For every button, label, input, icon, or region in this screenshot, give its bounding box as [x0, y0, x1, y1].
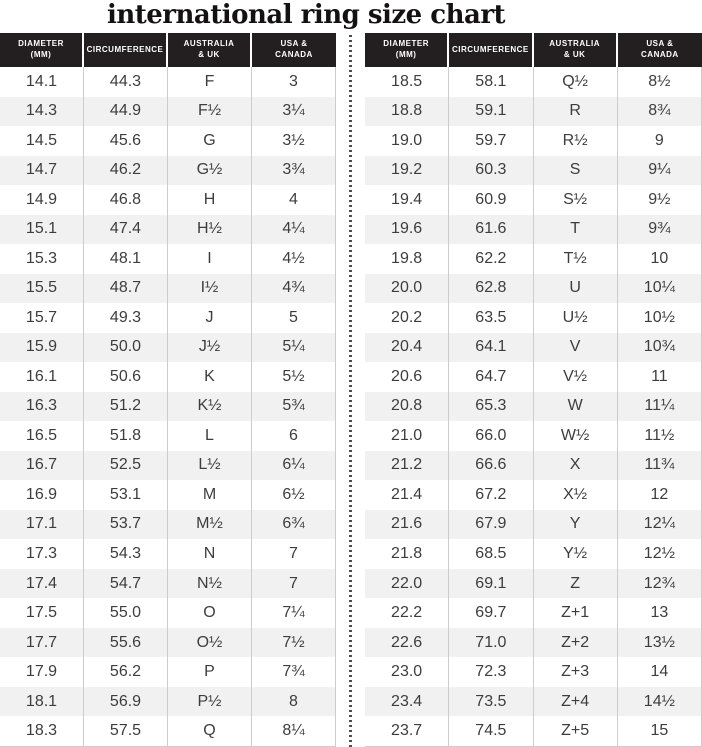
table-cell: 45.6 [84, 126, 168, 156]
table-cell: 14.3 [0, 97, 84, 127]
table-cell: U½ [534, 303, 618, 333]
table-cell: 56.9 [84, 687, 168, 717]
table-row [365, 569, 702, 599]
table-cell: 68.5 [449, 539, 533, 569]
table-cell: 11¼ [618, 392, 702, 422]
table-cell: 48.7 [84, 274, 168, 304]
table-cell: P [168, 657, 252, 687]
table-cell: H½ [168, 215, 252, 245]
table-cell: 15.7 [0, 303, 84, 333]
table-cell: 10¾ [618, 333, 702, 363]
table-cell: 44.9 [84, 97, 168, 127]
table-cell: 74.5 [449, 716, 533, 746]
table-row [365, 628, 702, 658]
table-row [0, 657, 336, 687]
table-row [0, 215, 336, 245]
table-cell: 15.1 [0, 215, 84, 245]
table-cell: 16.3 [0, 392, 84, 422]
table-cell: S [534, 156, 618, 186]
table-cell: 3 [252, 67, 336, 97]
column-header-circumference: CIRCUMFERENCE [84, 33, 168, 67]
table-cell: 67.2 [449, 480, 533, 510]
table-cell: 51.8 [84, 421, 168, 451]
table-cell: 9¼ [618, 156, 702, 186]
table-row [0, 97, 336, 127]
table-row [365, 126, 702, 156]
column-header-usa-canada: USA & CANADA [618, 33, 702, 67]
table-cell: 49.3 [84, 303, 168, 333]
table-cell: M½ [168, 510, 252, 540]
table-cell: 62.8 [449, 274, 533, 304]
table-cell: 6½ [252, 480, 336, 510]
table-row [365, 716, 702, 746]
table-cell: J½ [168, 333, 252, 363]
table-cell: 20.4 [365, 333, 449, 363]
table-cell: 9½ [618, 185, 702, 215]
table-row [365, 274, 702, 304]
table-cell: 54.3 [84, 539, 168, 569]
table-cell: 15.9 [0, 333, 84, 363]
table-row [0, 451, 336, 481]
table-row [0, 67, 336, 97]
table-cell: 7 [252, 569, 336, 599]
table-row [365, 451, 702, 481]
table-cell: 7¾ [252, 657, 336, 687]
table-cell: 7¼ [252, 598, 336, 628]
table-row [365, 598, 702, 628]
table-cell: 44.3 [84, 67, 168, 97]
table-cell: 19.6 [365, 215, 449, 245]
table-cell: K½ [168, 392, 252, 422]
table-cell: 55.0 [84, 598, 168, 628]
table-cell: 21.0 [365, 421, 449, 451]
table-row [0, 244, 336, 274]
table-cell: 14.9 [0, 185, 84, 215]
table-cell: Z+2 [534, 628, 618, 658]
table-cell: 17.5 [0, 598, 84, 628]
table-cell: 61.6 [449, 215, 533, 245]
table-cell: 17.4 [0, 569, 84, 599]
dotted-divider-line [349, 35, 352, 747]
table-cell: 19.0 [365, 126, 449, 156]
table-cell: 4 [252, 185, 336, 215]
table-cell: F½ [168, 97, 252, 127]
table-cell: 19.4 [365, 185, 449, 215]
table-row [0, 687, 336, 717]
table-cell: U [534, 274, 618, 304]
table-row [365, 303, 702, 333]
column-header-circumference: CIRCUMFERENCE [449, 33, 533, 67]
table-cell: 23.0 [365, 657, 449, 687]
table-cell: 12 [618, 480, 702, 510]
table-cell: N [168, 539, 252, 569]
table-cell: H [168, 185, 252, 215]
table-cell: 8¼ [252, 716, 336, 746]
table-row [365, 244, 702, 274]
table-cell: F [168, 67, 252, 97]
table-cell: 14.7 [0, 156, 84, 186]
table-cell: 6 [252, 421, 336, 451]
table-cell: 56.2 [84, 657, 168, 687]
table-cell: 14 [618, 657, 702, 687]
table-cell: 46.8 [84, 185, 168, 215]
table-body [365, 67, 702, 747]
table-cell: K [168, 362, 252, 392]
table-cell: 59.1 [449, 97, 533, 127]
table-cell: Y½ [534, 539, 618, 569]
table-row [365, 156, 702, 186]
table-row [365, 480, 702, 510]
table-cell: 5½ [252, 362, 336, 392]
table-row [0, 185, 336, 215]
table-cell: 11¾ [618, 451, 702, 481]
table-cell: 71.0 [449, 628, 533, 658]
table-row [365, 362, 702, 392]
table-row [0, 156, 336, 186]
column-header-diameter-mm: DIAMETER (MM) [0, 33, 84, 67]
table-cell: 16.7 [0, 451, 84, 481]
table-row [0, 510, 336, 540]
table-cell: 6¼ [252, 451, 336, 481]
table-row [365, 687, 702, 717]
table-cell: 11½ [618, 421, 702, 451]
table-cell: 8½ [618, 67, 702, 97]
chart-title: international ring size chart [106, 0, 506, 30]
table-cell: 6¾ [252, 510, 336, 540]
table-cell: 46.2 [84, 156, 168, 186]
table-cell: Q½ [534, 67, 618, 97]
table-row [0, 274, 336, 304]
ring-size-table-left [0, 33, 336, 747]
table-cell: 22.2 [365, 598, 449, 628]
table-cell: 19.8 [365, 244, 449, 274]
table-row [365, 510, 702, 540]
table-cell: 12¼ [618, 510, 702, 540]
table-row [0, 392, 336, 422]
table-cell: 3½ [252, 126, 336, 156]
table-cell: 64.7 [449, 362, 533, 392]
table-cell: 20.0 [365, 274, 449, 304]
table-cell: 62.2 [449, 244, 533, 274]
table-row [0, 333, 336, 363]
table-row [365, 97, 702, 127]
table-cell: 10¼ [618, 274, 702, 304]
table-cell: 13½ [618, 628, 702, 658]
table-cell: 57.5 [84, 716, 168, 746]
table-cell: I [168, 244, 252, 274]
table-cell: Z [534, 569, 618, 599]
table-cell: Z+3 [534, 657, 618, 687]
table-cell: 7½ [252, 628, 336, 658]
table-cell: I½ [168, 274, 252, 304]
table-cell: 22.0 [365, 569, 449, 599]
table-row [0, 362, 336, 392]
table-cell: Y [534, 510, 618, 540]
table-cell: X [534, 451, 618, 481]
table-cell: 47.4 [84, 215, 168, 245]
table-cell: 60.9 [449, 185, 533, 215]
table-row [0, 569, 336, 599]
table-cell: T [534, 215, 618, 245]
table-cell: X½ [534, 480, 618, 510]
table-cell: G½ [168, 156, 252, 186]
table-cell: 66.6 [449, 451, 533, 481]
table-cell: 20.2 [365, 303, 449, 333]
table-cell: Z+4 [534, 687, 618, 717]
table-cell: 18.3 [0, 716, 84, 746]
table-cell: P½ [168, 687, 252, 717]
table-cell: Z+5 [534, 716, 618, 746]
table-cell: 9¾ [618, 215, 702, 245]
table-cell: 18.1 [0, 687, 84, 717]
table-cell: 67.9 [449, 510, 533, 540]
ring-size-table-right [365, 33, 702, 747]
table-cell: R½ [534, 126, 618, 156]
table-cell: 21.2 [365, 451, 449, 481]
table-header-row [0, 33, 336, 67]
table-cell: 14.5 [0, 126, 84, 156]
table-cell: 15.5 [0, 274, 84, 304]
table-cell: 10 [618, 244, 702, 274]
table-cell: Q [168, 716, 252, 746]
table-row [365, 215, 702, 245]
table-cell: R [534, 97, 618, 127]
table-row [0, 421, 336, 451]
table-row [0, 598, 336, 628]
tables-container [0, 33, 702, 747]
table-cell: 48.1 [84, 244, 168, 274]
divider-gap [336, 33, 365, 747]
table-cell: 69.1 [449, 569, 533, 599]
table-cell: 3¾ [252, 156, 336, 186]
table-cell: 60.3 [449, 156, 533, 186]
column-header-australia-uk: AUSTRALIA & UK [534, 33, 618, 67]
table-header-row [365, 33, 702, 67]
table-cell: 12½ [618, 539, 702, 569]
table-cell: 20.8 [365, 392, 449, 422]
table-cell: 23.7 [365, 716, 449, 746]
table-cell: 19.2 [365, 156, 449, 186]
table-cell: 15 [618, 716, 702, 746]
table-cell: 3¼ [252, 97, 336, 127]
table-cell: 8 [252, 687, 336, 717]
table-cell: 14.1 [0, 67, 84, 97]
table-cell: 21.6 [365, 510, 449, 540]
table-row [0, 480, 336, 510]
table-cell: M [168, 480, 252, 510]
table-cell: 51.2 [84, 392, 168, 422]
table-row [365, 185, 702, 215]
table-cell: L [168, 421, 252, 451]
table-cell: 14½ [618, 687, 702, 717]
table-cell: 17.3 [0, 539, 84, 569]
table-cell: 12¾ [618, 569, 702, 599]
table-row [365, 657, 702, 687]
table-cell: 59.7 [449, 126, 533, 156]
table-cell: 52.5 [84, 451, 168, 481]
table-row [365, 333, 702, 363]
table-cell: W½ [534, 421, 618, 451]
table-cell: 63.5 [449, 303, 533, 333]
table-cell: 17.9 [0, 657, 84, 687]
table-cell: G [168, 126, 252, 156]
table-cell: 50.6 [84, 362, 168, 392]
table-cell: 16.1 [0, 362, 84, 392]
table-cell: J [168, 303, 252, 333]
column-header-australia-uk: AUSTRALIA & UK [168, 33, 252, 67]
table-cell: 69.7 [449, 598, 533, 628]
table-cell: 72.3 [449, 657, 533, 687]
table-row [365, 67, 702, 97]
table-cell: 15.3 [0, 244, 84, 274]
table-cell: V½ [534, 362, 618, 392]
column-header-diameter-mm: DIAMETER (MM) [365, 33, 449, 67]
table-cell: 16.5 [0, 421, 84, 451]
table-row [0, 126, 336, 156]
table-cell: 20.6 [365, 362, 449, 392]
table-cell: 53.7 [84, 510, 168, 540]
table-cell: T½ [534, 244, 618, 274]
table-cell: 55.6 [84, 628, 168, 658]
table-cell: 53.1 [84, 480, 168, 510]
table-cell: 22.6 [365, 628, 449, 658]
table-cell: 73.5 [449, 687, 533, 717]
table-cell: 7 [252, 539, 336, 569]
table-cell: 16.9 [0, 480, 84, 510]
table-row [0, 539, 336, 569]
column-header-usa-canada: USA & CANADA [252, 33, 336, 67]
table-cell: 4¼ [252, 215, 336, 245]
table-cell: 4½ [252, 244, 336, 274]
table-row [365, 392, 702, 422]
table-cell: 5 [252, 303, 336, 333]
table-cell: 21.8 [365, 539, 449, 569]
table-cell: 13 [618, 598, 702, 628]
table-cell: O½ [168, 628, 252, 658]
table-cell: 64.1 [449, 333, 533, 363]
table-cell: L½ [168, 451, 252, 481]
table-cell: W [534, 392, 618, 422]
table-cell: 65.3 [449, 392, 533, 422]
table-cell: O [168, 598, 252, 628]
table-cell: N½ [168, 569, 252, 599]
table-cell: V [534, 333, 618, 363]
table-cell: 5¼ [252, 333, 336, 363]
table-cell: 66.0 [449, 421, 533, 451]
table-cell: 18.5 [365, 67, 449, 97]
table-row [0, 628, 336, 658]
table-cell: 5¾ [252, 392, 336, 422]
table-cell: Z+1 [534, 598, 618, 628]
table-cell: 9 [618, 126, 702, 156]
table-cell: 17.1 [0, 510, 84, 540]
table-row [0, 303, 336, 333]
table-cell: 54.7 [84, 569, 168, 599]
table-cell: S½ [534, 185, 618, 215]
table-cell: 21.4 [365, 480, 449, 510]
table-cell: 8¾ [618, 97, 702, 127]
table-cell: 10½ [618, 303, 702, 333]
table-cell: 11 [618, 362, 702, 392]
table-row [0, 716, 336, 746]
table-row [365, 421, 702, 451]
table-row [365, 539, 702, 569]
table-cell: 23.4 [365, 687, 449, 717]
table-cell: 58.1 [449, 67, 533, 97]
table-body [0, 67, 336, 747]
table-cell: 50.0 [84, 333, 168, 363]
table-cell: 18.8 [365, 97, 449, 127]
table-cell: 4¾ [252, 274, 336, 304]
table-cell: 17.7 [0, 628, 84, 658]
